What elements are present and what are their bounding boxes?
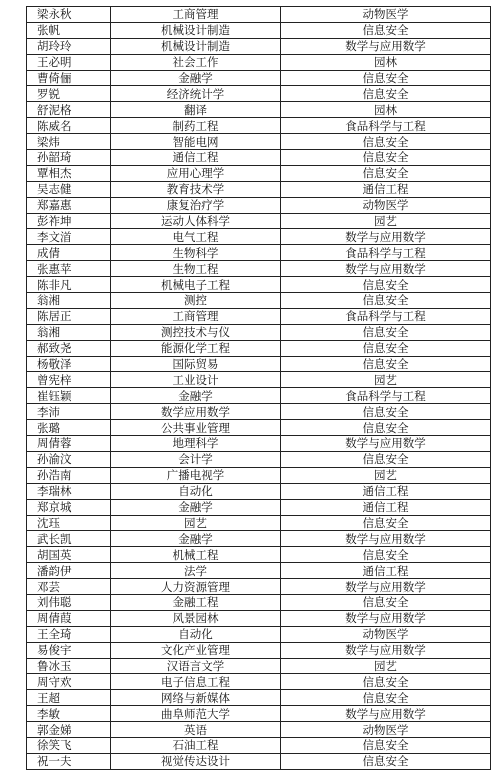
table-row <box>27 515 491 531</box>
student-name-cell: 郑京城 <box>27 499 111 515</box>
table-row <box>27 308 491 324</box>
student-name-cell: 翁湘 <box>27 324 111 340</box>
original-major-cell: 智能电网 <box>111 134 281 150</box>
target-major-cell: 通信工程 <box>281 181 491 197</box>
original-major-cell: 英语 <box>111 722 281 738</box>
original-major-cell: 金融学 <box>111 388 281 404</box>
student-name-cell: 郑嘉惠 <box>27 197 111 213</box>
table-row <box>27 690 491 706</box>
table-row <box>27 102 491 118</box>
target-major-cell: 通信工程 <box>281 483 491 499</box>
student-name-cell: 张惠苹 <box>27 261 111 277</box>
original-major-cell: 数学应用数学 <box>111 404 281 420</box>
student-name-cell: 易俊宇 <box>27 642 111 658</box>
target-major-cell: 信息安全 <box>281 547 491 563</box>
target-major-cell: 信息安全 <box>281 134 491 150</box>
table-row <box>27 340 491 356</box>
table-row <box>27 626 491 642</box>
table-row <box>27 579 491 595</box>
original-major-cell: 自动化 <box>111 626 281 642</box>
student-name-cell: 潘韵伊 <box>27 563 111 579</box>
student-name-cell: 梁炜 <box>27 134 111 150</box>
student-name-cell: 祝一夫 <box>27 753 111 769</box>
student-name-cell: 翁湘 <box>27 293 111 309</box>
student-name-cell: 陈非凡 <box>27 277 111 293</box>
table-row <box>27 293 491 309</box>
original-major-cell: 园艺 <box>111 515 281 531</box>
original-major-cell: 机械设计制造 <box>111 38 281 54</box>
original-major-cell: 电气工程 <box>111 229 281 245</box>
original-major-cell: 风景园林 <box>111 610 281 626</box>
original-major-cell: 社会工作 <box>111 54 281 70</box>
table-row <box>27 610 491 626</box>
original-major-cell: 网络与新媒体 <box>111 690 281 706</box>
original-major-cell: 测控技术与仪 <box>111 324 281 340</box>
table-row <box>27 197 491 213</box>
target-major-cell: 信息安全 <box>281 165 491 181</box>
student-name-cell: 李瑞林 <box>27 483 111 499</box>
target-major-cell: 数学与应用数学 <box>281 706 491 722</box>
student-name-cell: 邓芸 <box>27 579 111 595</box>
table-row <box>27 404 491 420</box>
table-row <box>27 737 491 753</box>
table-row <box>27 38 491 54</box>
target-major-cell: 食品科学与工程 <box>281 245 491 261</box>
original-major-cell: 工业设计 <box>111 372 281 388</box>
table-row <box>27 277 491 293</box>
table-row <box>27 70 491 86</box>
target-major-cell: 信息安全 <box>281 340 491 356</box>
target-major-cell: 信息安全 <box>281 690 491 706</box>
student-name-cell: 孙浩南 <box>27 467 111 483</box>
original-major-cell: 运动人体科学 <box>111 213 281 229</box>
target-major-cell: 信息安全 <box>281 277 491 293</box>
student-name-cell: 李文渞 <box>27 229 111 245</box>
student-name-cell: 陈威名 <box>27 118 111 134</box>
target-major-cell: 动物医学 <box>281 7 491 23</box>
original-major-cell: 石油工程 <box>111 737 281 753</box>
student-name-cell: 鲁冰玉 <box>27 658 111 674</box>
target-major-cell: 信息安全 <box>281 356 491 372</box>
student-name-cell: 孙渝汶 <box>27 451 111 467</box>
original-major-cell: 法学 <box>111 563 281 579</box>
student-name-cell: 徐笑飞 <box>27 737 111 753</box>
original-major-cell: 生物工程 <box>111 261 281 277</box>
table-row <box>27 245 491 261</box>
target-major-cell: 信息安全 <box>281 404 491 420</box>
student-name-cell: 周守欢 <box>27 674 111 690</box>
original-major-cell: 汉语言文学 <box>111 658 281 674</box>
target-major-cell: 信息安全 <box>281 70 491 86</box>
original-major-cell: 翻译 <box>111 102 281 118</box>
table-row <box>27 388 491 404</box>
student-name-cell: 罗锐 <box>27 86 111 102</box>
original-major-cell: 文化产业管理 <box>111 642 281 658</box>
student-name-cell: 胡国英 <box>27 547 111 563</box>
target-major-cell: 数学与应用数学 <box>281 229 491 245</box>
target-major-cell: 动物医学 <box>281 197 491 213</box>
table-row <box>27 674 491 690</box>
original-major-cell: 公共事业管理 <box>111 420 281 436</box>
target-major-cell: 信息安全 <box>281 293 491 309</box>
original-major-cell: 工商管理 <box>111 308 281 324</box>
target-major-cell: 数学与应用数学 <box>281 38 491 54</box>
original-major-cell: 制药工程 <box>111 118 281 134</box>
original-major-cell: 应用心理学 <box>111 165 281 181</box>
target-major-cell: 信息安全 <box>281 324 491 340</box>
student-name-cell: 覃相杰 <box>27 165 111 181</box>
student-name-cell: 刘伟聪 <box>27 594 111 610</box>
target-major-cell: 食品科学与工程 <box>281 308 491 324</box>
target-major-cell: 园艺 <box>281 213 491 229</box>
student-name-cell: 沈珏 <box>27 515 111 531</box>
table-row <box>27 594 491 610</box>
target-major-cell: 食品科学与工程 <box>281 388 491 404</box>
table-row <box>27 118 491 134</box>
student-name-cell: 杨敬泽 <box>27 356 111 372</box>
table-row <box>27 150 491 166</box>
table-row <box>27 86 491 102</box>
table-row <box>27 531 491 547</box>
original-major-cell: 广播电视学 <box>111 467 281 483</box>
table-row <box>27 483 491 499</box>
roster-sheet <box>26 6 490 770</box>
original-major-cell: 电子信息工程 <box>111 674 281 690</box>
target-major-cell: 数学与应用数学 <box>281 642 491 658</box>
student-name-cell: 曹倚俪 <box>27 70 111 86</box>
target-major-cell: 园艺 <box>281 467 491 483</box>
student-name-cell: 李敏 <box>27 706 111 722</box>
student-name-cell: 梁永秋 <box>27 7 111 23</box>
original-major-cell: 自动化 <box>111 483 281 499</box>
target-major-cell: 信息安全 <box>281 515 491 531</box>
table-row <box>27 499 491 515</box>
original-major-cell: 康复治疗学 <box>111 197 281 213</box>
original-major-cell: 金融学 <box>111 531 281 547</box>
table-row <box>27 22 491 38</box>
student-name-cell: 王超 <box>27 690 111 706</box>
table-row <box>27 436 491 452</box>
table-row <box>27 451 491 467</box>
table-row <box>27 547 491 563</box>
student-name-cell: 武长凯 <box>27 531 111 547</box>
student-name-cell: 陈居正 <box>27 308 111 324</box>
original-major-cell: 通信工程 <box>111 150 281 166</box>
original-major-cell: 会计学 <box>111 451 281 467</box>
target-major-cell: 数学与应用数学 <box>281 436 491 452</box>
target-major-cell: 信息安全 <box>281 451 491 467</box>
student-name-cell: 孙韶琦 <box>27 150 111 166</box>
target-major-cell: 通信工程 <box>281 563 491 579</box>
target-major-cell: 园林 <box>281 54 491 70</box>
student-name-cell: 王必明 <box>27 54 111 70</box>
original-major-cell: 生物科学 <box>111 245 281 261</box>
target-major-cell: 数学与应用数学 <box>281 261 491 277</box>
table-row <box>27 229 491 245</box>
target-major-cell: 信息安全 <box>281 737 491 753</box>
table-row <box>27 261 491 277</box>
student-name-cell: 胡玲玲 <box>27 38 111 54</box>
original-major-cell: 工商管理 <box>111 7 281 23</box>
original-major-cell: 曲阜师范大学 <box>111 706 281 722</box>
student-name-cell: 舒泥格 <box>27 102 111 118</box>
table-row <box>27 324 491 340</box>
table-row <box>27 372 491 388</box>
target-major-cell: 数学与应用数学 <box>281 579 491 595</box>
table-row <box>27 642 491 658</box>
original-major-cell: 能源化学工程 <box>111 340 281 356</box>
target-major-cell: 数学与应用数学 <box>281 531 491 547</box>
target-major-cell: 信息安全 <box>281 594 491 610</box>
target-major-cell: 食品科学与工程 <box>281 118 491 134</box>
target-major-cell: 数学与应用数学 <box>281 610 491 626</box>
student-name-cell: 曾宪梓 <box>27 372 111 388</box>
target-major-cell: 信息安全 <box>281 753 491 769</box>
target-major-cell: 园艺 <box>281 372 491 388</box>
table-row <box>27 356 491 372</box>
original-major-cell: 国际贸易 <box>111 356 281 372</box>
student-name-cell: 周倩蓉 <box>27 436 111 452</box>
student-name-cell: 张帆 <box>27 22 111 38</box>
table-row <box>27 467 491 483</box>
table-row <box>27 213 491 229</box>
table-row <box>27 165 491 181</box>
table-row <box>27 181 491 197</box>
table-row <box>27 134 491 150</box>
original-major-cell: 地理科学 <box>111 436 281 452</box>
target-major-cell: 信息安全 <box>281 150 491 166</box>
target-major-cell: 信息安全 <box>281 86 491 102</box>
original-major-cell: 机械电子工程 <box>111 277 281 293</box>
target-major-cell: 动物医学 <box>281 626 491 642</box>
table-row <box>27 7 491 23</box>
student-major-table <box>26 6 491 770</box>
original-major-cell: 金融学 <box>111 499 281 515</box>
target-major-cell: 通信工程 <box>281 499 491 515</box>
student-name-cell: 李沛 <box>27 404 111 420</box>
target-major-cell: 信息安全 <box>281 22 491 38</box>
student-name-cell: 彭祚坤 <box>27 213 111 229</box>
student-name-cell: 王全琦 <box>27 626 111 642</box>
target-major-cell: 园艺 <box>281 658 491 674</box>
target-major-cell: 动物医学 <box>281 722 491 738</box>
original-major-cell: 视觉传达设计 <box>111 753 281 769</box>
student-name-cell: 郝致尧 <box>27 340 111 356</box>
original-major-cell: 经济统计学 <box>111 86 281 102</box>
student-name-cell: 成倩 <box>27 245 111 261</box>
original-major-cell: 测控 <box>111 293 281 309</box>
student-name-cell: 郭金娣 <box>27 722 111 738</box>
table-row <box>27 722 491 738</box>
original-major-cell: 教育技术学 <box>111 181 281 197</box>
table-row <box>27 706 491 722</box>
table-row <box>27 420 491 436</box>
target-major-cell: 信息安全 <box>281 674 491 690</box>
table-row <box>27 658 491 674</box>
table-row <box>27 54 491 70</box>
table-row <box>27 563 491 579</box>
target-major-cell: 信息安全 <box>281 420 491 436</box>
original-major-cell: 金融学 <box>111 70 281 86</box>
student-name-cell: 崔钰颖 <box>27 388 111 404</box>
original-major-cell: 机械设计制造 <box>111 22 281 38</box>
target-major-cell: 园林 <box>281 102 491 118</box>
student-name-cell: 张璐 <box>27 420 111 436</box>
student-name-cell: 周倩葭 <box>27 610 111 626</box>
table-body <box>27 7 491 770</box>
table-row <box>27 753 491 769</box>
original-major-cell: 机械工程 <box>111 547 281 563</box>
original-major-cell: 金融工程 <box>111 594 281 610</box>
student-name-cell: 吴志健 <box>27 181 111 197</box>
original-major-cell: 人力资源管理 <box>111 579 281 595</box>
